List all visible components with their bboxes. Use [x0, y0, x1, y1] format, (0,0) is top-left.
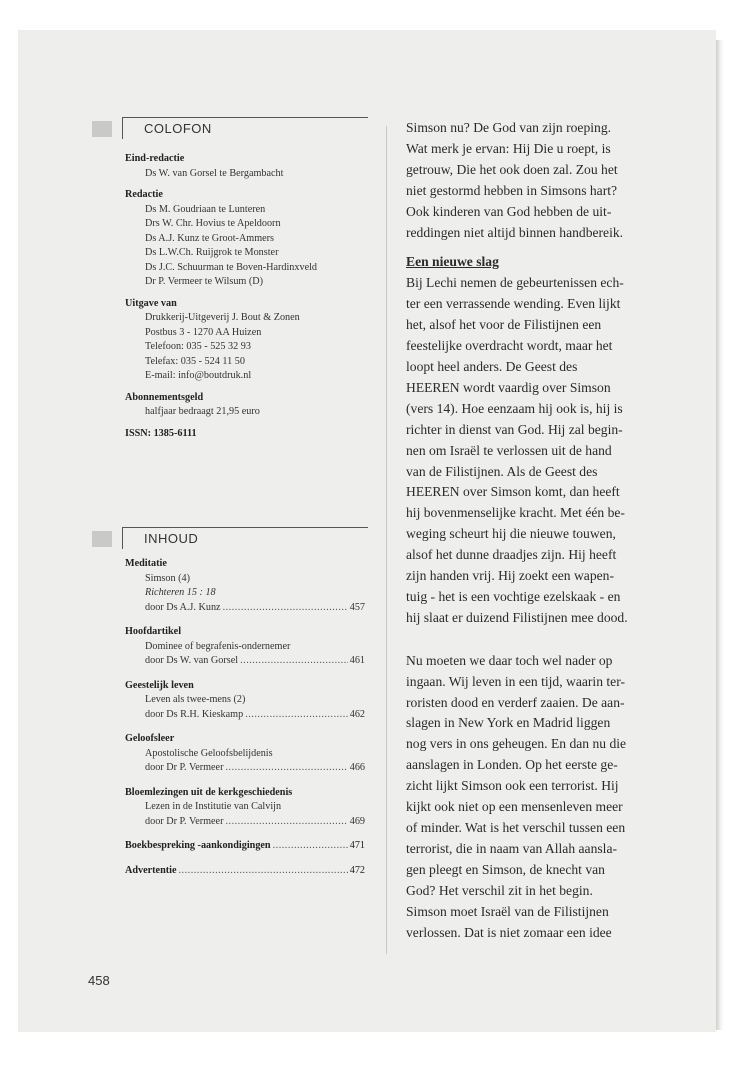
- article-line: hij bovenmenselijke kracht. Met één be-: [406, 505, 625, 521]
- colofon-group: [125, 188, 365, 290]
- toc-leader: [179, 864, 348, 879]
- toc-section: [125, 732, 365, 776]
- header-rule-horizontal: [122, 117, 368, 118]
- article-line: nog vers in ons geheugen. En dan nu die: [406, 736, 627, 752]
- toc-author-line[interactable]: [125, 654, 365, 669]
- group-item: Ds W. van Gorsel te Bergambacht: [145, 167, 284, 179]
- article-line: zijn handen vrij. Hij zoekt een wapen-: [406, 568, 614, 584]
- group-item: Drukkerij-Uitgeverij J. Bout & Zonen: [145, 312, 300, 323]
- toc-page: 462: [349, 708, 365, 720]
- group-item: Telefax: 035 - 524 11 50: [145, 355, 245, 367]
- article-column: [406, 118, 664, 943]
- group-item: Postbus 3 - 1270 AA Huizen: [145, 326, 262, 338]
- toc-heading: Bloemlezingen uit de kerkgeschiedenis: [125, 786, 293, 798]
- toc-section[interactable]: [125, 864, 365, 879]
- article-line: ter een verrassende wending. Even lijkt: [406, 296, 621, 312]
- colofon-body: [125, 152, 365, 441]
- toc-leader: [225, 761, 347, 776]
- article-line: God? Het verschil zit in het begin.: [406, 882, 593, 898]
- article-line: nen om Israël te verlossen uit de hand: [406, 442, 612, 458]
- article-line: zicht lijkt Simson ook een terrorist. Hij: [406, 778, 619, 794]
- toc-author: door Ds W. van Gorsel: [145, 655, 239, 666]
- toc-leader: [245, 708, 348, 723]
- article-line: roristen dood en verderf zaaien. De aan-: [406, 694, 625, 710]
- article-line: Bij Lechi nemen de gebeurtenissen ech-: [406, 275, 624, 291]
- toc-section: [125, 557, 365, 615]
- article-line: verlossen. Dat is niet zomaar een idee: [406, 924, 612, 940]
- article-line: reddingen niet altijd binnen handbereik.: [406, 224, 624, 240]
- toc-author: door Ds A.J. Kunz: [145, 601, 221, 613]
- toc-line: Richteren 15 : 18: [145, 587, 216, 598]
- toc-page: 472: [349, 864, 365, 876]
- toc-page: 466: [349, 762, 365, 773]
- toc-heading: Meditatie: [125, 558, 167, 569]
- group-label: Uitgave van: [125, 297, 177, 309]
- toc-heading: Advertentie: [125, 864, 177, 876]
- toc-author-line[interactable]: [125, 815, 365, 830]
- article-line: kijkt ook niet op een mensenleven meer: [406, 799, 623, 815]
- article-line: Simson moet Israël van de Filistijnen: [406, 903, 609, 919]
- group-item: Ds M. Goudriaan te Lunteren: [145, 203, 266, 215]
- group-label: Redactie: [125, 189, 163, 200]
- toc-page: 471: [349, 840, 365, 851]
- toc-author: door Ds R.H. Kieskamp: [145, 708, 244, 720]
- colofon-group: [125, 297, 365, 384]
- group-item: Ds A.J. Kunz te Groot-Ammers: [145, 232, 275, 244]
- toc-heading: Boekbespreking -aankondigingen: [125, 840, 271, 851]
- article-line: getrouw, Die het ook doen zal. Zou het: [406, 161, 618, 177]
- toc-line: Lezen in de Institutie van Calvijn: [145, 801, 282, 812]
- group-item: Telefoon: 035 - 525 32 93: [145, 341, 251, 352]
- header-rule-vertical: [122, 117, 123, 139]
- article-line: Nu moeten we daar toch wel nader op: [406, 652, 613, 668]
- colofon-title: COLOFON: [144, 121, 212, 136]
- inhoud-title: INHOUD: [144, 531, 199, 546]
- article-line: richter in dienst van God. Hij zal begin-: [406, 421, 623, 437]
- toc-section: [125, 786, 365, 830]
- article-line: HEEREN wordt vaardig over Simson: [406, 379, 611, 395]
- article-line: alsof het dunne draadjes zijn. Hij heeft: [406, 547, 617, 563]
- group-item: Ds J.C. Schuurman te Boven-Hardinxveld: [145, 261, 318, 273]
- article-line: hij slaat er duizend Filistijnen mee dood.: [406, 609, 628, 625]
- article-line: weging scheurt hij die nieuwe touwen,: [406, 526, 616, 542]
- article-line: slagen in New York en Madrid liggen: [406, 715, 611, 731]
- article-line: feestelijke overdracht wordt, maar het: [406, 338, 613, 354]
- toc-section: [125, 625, 365, 669]
- group-item: Ds L.W.Ch. Ruijgrok te Monster: [145, 247, 279, 258]
- toc-page: 457: [349, 601, 365, 613]
- toc-leader: [240, 654, 348, 669]
- toc-heading: Hoofdartikel: [125, 626, 182, 637]
- header-block: [92, 531, 112, 547]
- toc-author-line[interactable]: [125, 601, 365, 616]
- toc-heading: Geestelijk leven: [125, 679, 194, 691]
- group-item: halfjaar bedraagt 21,95 euro: [145, 406, 260, 417]
- article-line: Ook kinderen van God hebben de uit-: [406, 203, 612, 219]
- table-of-contents: [125, 557, 365, 888]
- toc-section[interactable]: [125, 839, 365, 854]
- toc-line: Simson (4): [145, 572, 190, 584]
- toc-line: Apostolische Geloofsbelijdenis: [145, 747, 273, 759]
- column-divider: [386, 126, 387, 954]
- article-subheading: Een nieuwe slag: [406, 254, 499, 270]
- page-edge: [716, 40, 724, 1030]
- colofon-group: [125, 391, 365, 420]
- article-line: terrorist, die in naam van Allah aansla-: [406, 840, 618, 856]
- colofon-group: [125, 152, 365, 181]
- header-rule-vertical: [122, 527, 123, 549]
- inhoud-header: [92, 527, 368, 549]
- article-line: tuig - het is een vochtige ezelskaak - en: [406, 588, 621, 604]
- toc-single-line: [125, 864, 365, 879]
- article-line: het, alsof het voor de Filistijnen een: [406, 317, 602, 333]
- group-label: Eind-redactie: [125, 153, 185, 164]
- header-rule-horizontal: [122, 527, 368, 528]
- article-line: ingaan. Wij leven in een tijd, waarin ter-: [406, 673, 625, 689]
- article-line: niet gestormd hebben in Simsons hart?: [406, 182, 618, 198]
- group-item: E-mail: info@boutdruk.nl: [145, 370, 252, 381]
- toc-author: door Dr P. Vermeer: [145, 762, 224, 773]
- toc-leader: [273, 839, 348, 854]
- article-line: Simson nu? De God van zijn roeping.: [406, 120, 612, 135]
- article-line: HEEREN over Simson komt, dan heeft: [406, 484, 620, 500]
- toc-leader: [225, 815, 347, 830]
- article-line: gen pleegt en Simson, de knecht van: [406, 861, 605, 877]
- toc-page: 461: [349, 655, 365, 666]
- article-line: Wat merk je ervan: Hij Die u roept, is: [406, 140, 611, 156]
- group-item: Dr P. Vermeer te Wilsum (D): [145, 276, 264, 287]
- toc-author-line[interactable]: [125, 761, 365, 776]
- page-number: 458: [88, 973, 110, 988]
- toc-heading: Geloofsleer: [125, 733, 175, 744]
- toc-line: Dominee of begrafenis-ondernemer: [145, 640, 291, 652]
- article-line: aanslagen in Londen. Op het eerste ge-: [406, 757, 618, 773]
- colofon-header: [92, 117, 368, 139]
- toc-single-line: [125, 839, 365, 854]
- article-line: loopt heel anders. De Geest des: [406, 358, 578, 374]
- toc-leader: [223, 601, 348, 616]
- article-line: van de Filistijnen. Als de Geest des: [406, 463, 598, 479]
- group-item: Drs W. Chr. Hovius te Apeldoorn: [145, 218, 281, 229]
- toc-section: [125, 679, 365, 723]
- issn: ISSN: 1385-6111: [125, 427, 197, 439]
- header-block: [92, 121, 112, 137]
- article-line: (vers 14). Hoe eenzaam hij ook is, hij is: [406, 400, 623, 416]
- toc-author: door Dr P. Vermeer: [145, 815, 224, 827]
- group-label: Abonnementsgeld: [125, 391, 204, 403]
- article-line: of minder. Wat is het verschil tussen een: [406, 820, 626, 835]
- toc-line: Leven als twee-mens (2): [145, 694, 246, 705]
- toc-page: 469: [349, 815, 365, 827]
- toc-author-line[interactable]: [125, 708, 365, 723]
- paragraph-gap: [406, 629, 664, 651]
